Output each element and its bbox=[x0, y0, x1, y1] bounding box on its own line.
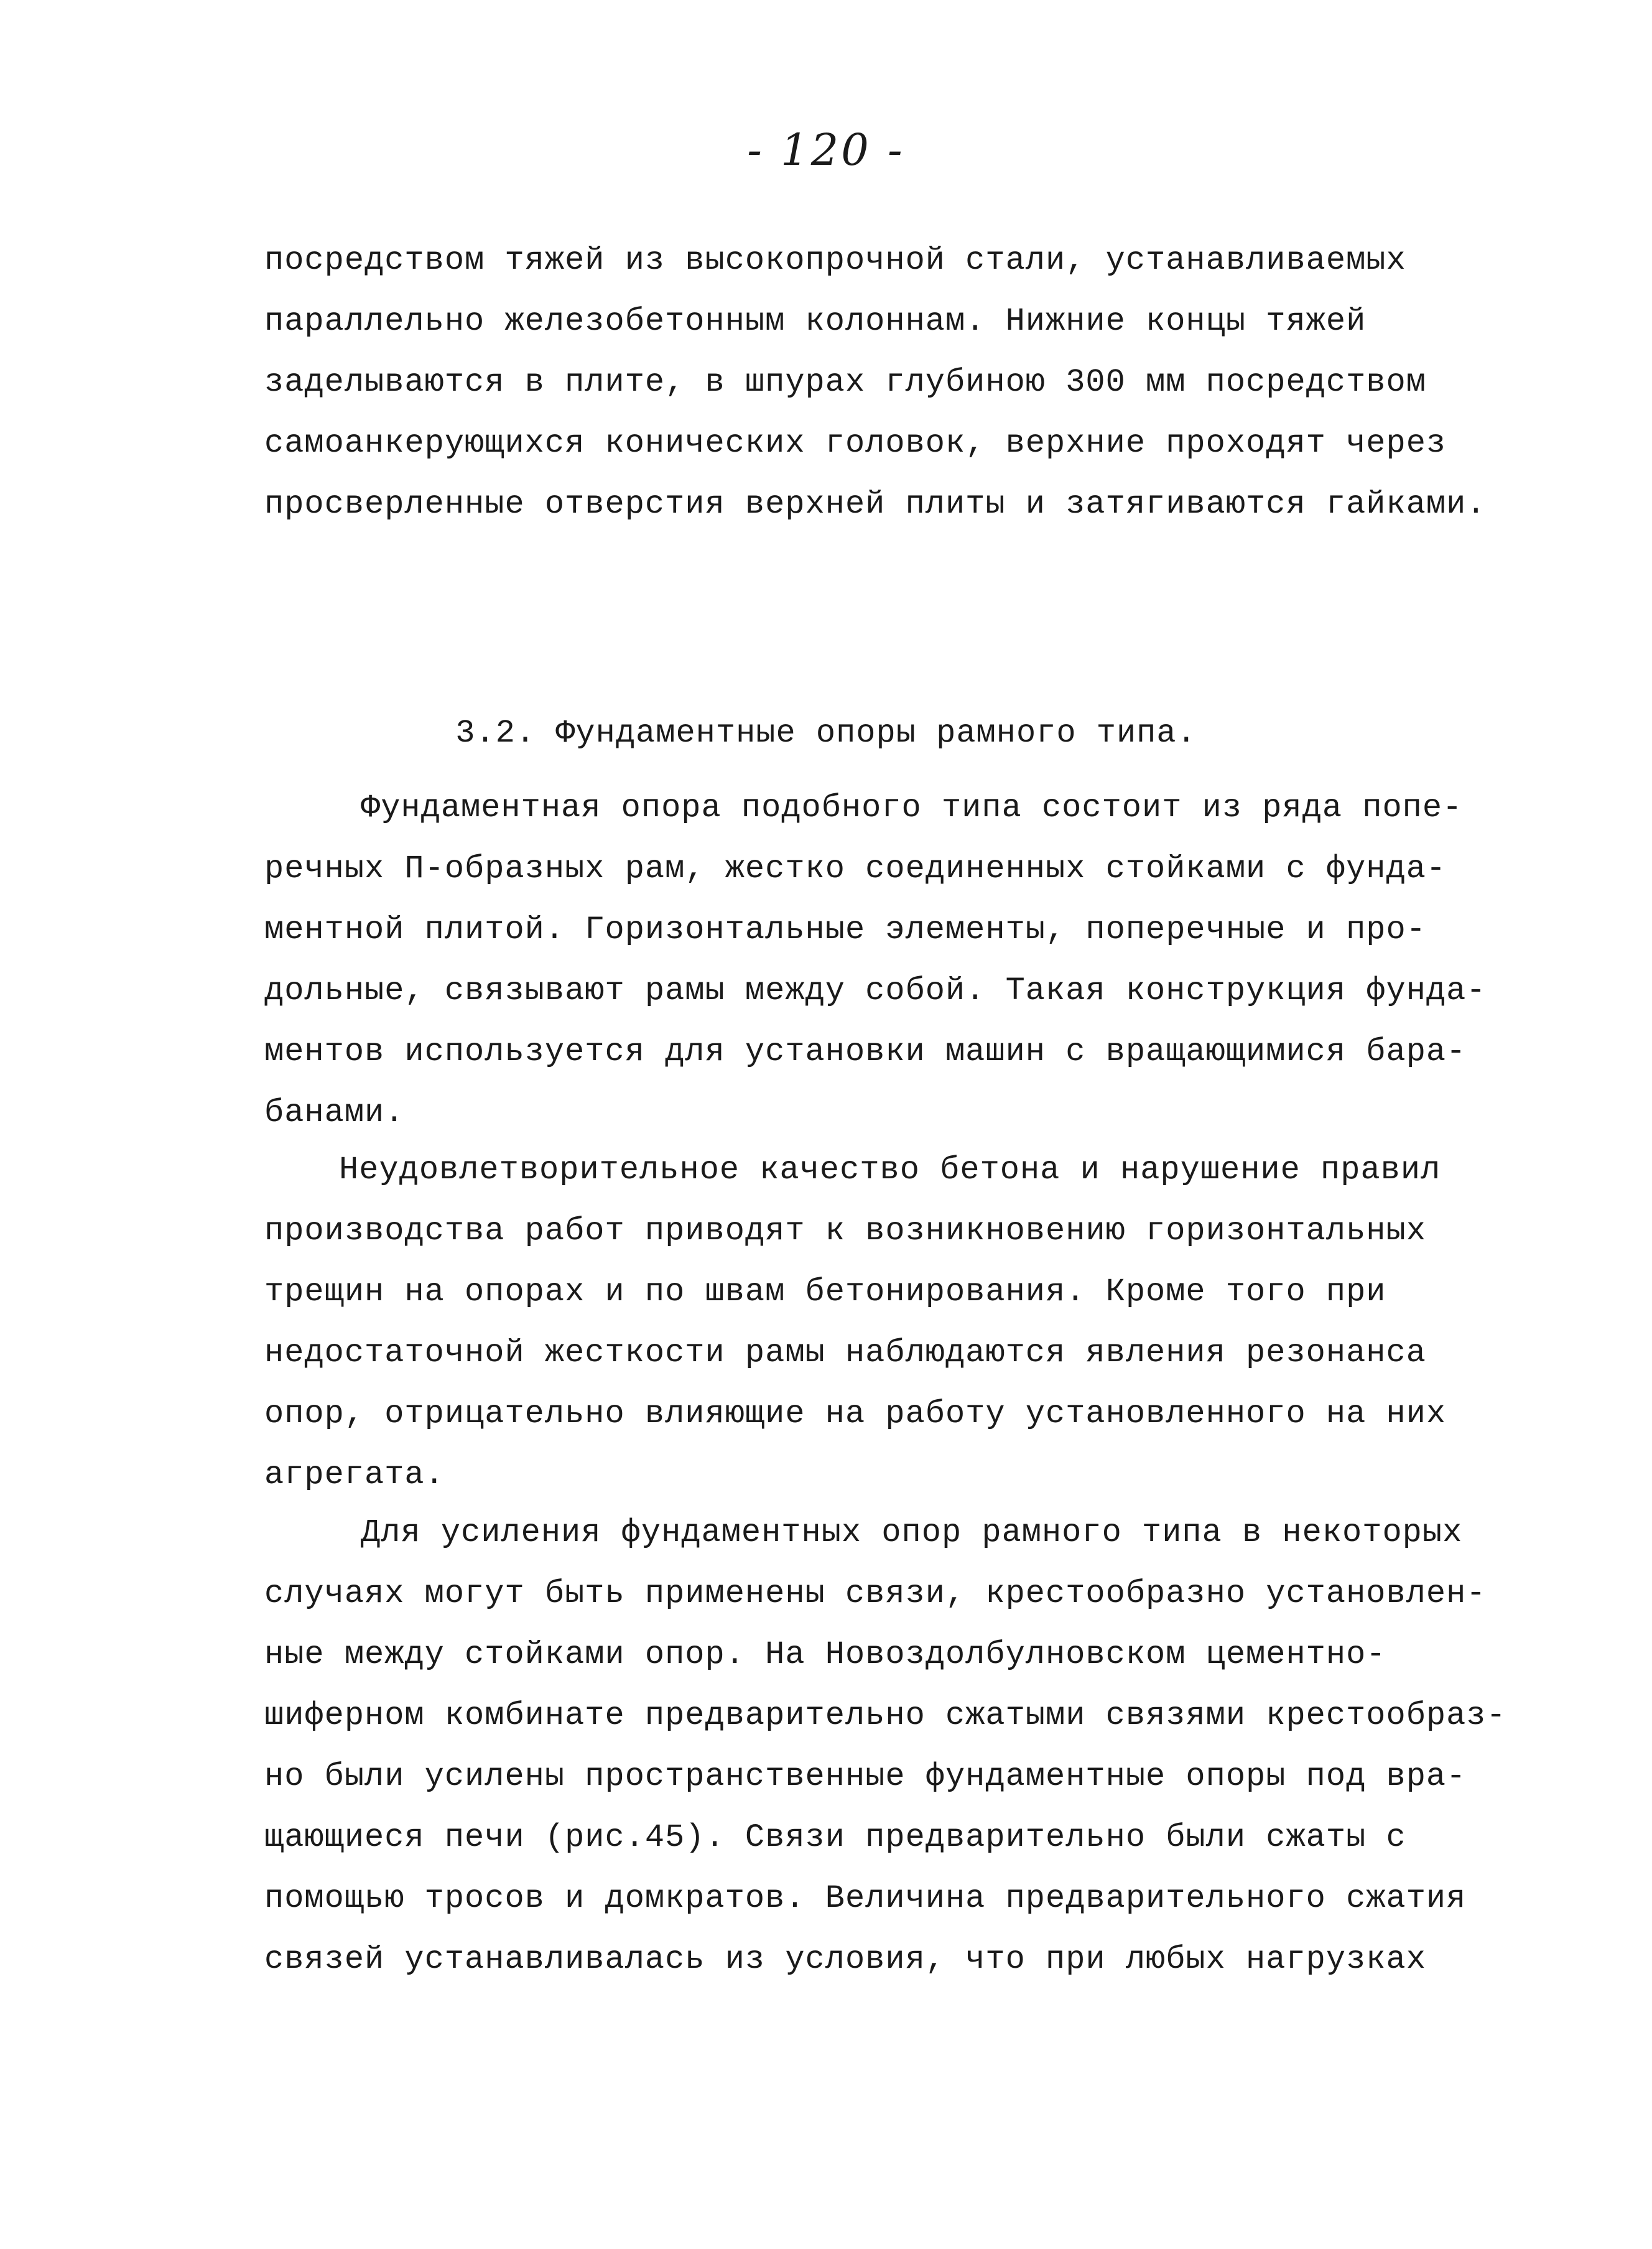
text-line: недостаточной жесткости рамы наблюдаются явления резонанса bbox=[264, 1334, 1426, 1371]
intro-paragraph bbox=[264, 230, 1487, 535]
text-line: просверленные отверстия верхней плиты и затягиваются гайками. bbox=[264, 486, 1487, 523]
text-line: посредством тяжей из высокопрочной стали, устанавливаемых bbox=[264, 242, 1406, 279]
text-line: заделываются в плите, в шпурах глубиною 300 мм посредством bbox=[264, 364, 1426, 401]
text-line: шиферном комбинате предварительно сжатыми связями крестообраз- bbox=[264, 1697, 1506, 1734]
text-line: но были усилены пространственные фундаментные опоры под вра- bbox=[264, 1758, 1467, 1795]
section-heading: 3.2. Фундаментные опоры рамного типа. bbox=[455, 715, 1197, 752]
text-line: помощью тросов и домкратов. Величина предварительного сжатия bbox=[264, 1880, 1467, 1917]
text-line: самоанкерующихся конических головок, верхние проходят через bbox=[264, 425, 1447, 462]
text-line: параллельно железобетонным колоннам. Нижние концы тяжей bbox=[264, 303, 1367, 340]
text-line: Неудовлетворительное качество бетона и нарушение правил bbox=[339, 1152, 1441, 1188]
text-line: речных П-образных рам, жестко соединенных стойками с фунда- bbox=[264, 850, 1447, 887]
paragraph-defects bbox=[264, 1140, 1483, 1506]
text-line: трещин на опорах и по швам бетонирования. Кроме того при bbox=[264, 1274, 1386, 1310]
text-line: Фундаментная опора подобного типа состоит из ряда попе- bbox=[361, 789, 1463, 826]
paragraph-frame-supports bbox=[264, 778, 1487, 1143]
text-line: случаях могут быть применены связи, крестообразно установлен- bbox=[264, 1575, 1487, 1612]
text-line: ные между стойками опор. На Новоздолбулновском цементно- bbox=[264, 1636, 1386, 1673]
text-line: дольные, связывают рамы между собой. Такая конструкция фунда- bbox=[264, 972, 1487, 1009]
text-line: щающиеся печи (рис.45). Связи предварительно были сжаты с bbox=[264, 1819, 1406, 1856]
text-line: ментов используется для установки машин с вращающимися бара- bbox=[264, 1033, 1467, 1070]
text-line: банами. bbox=[264, 1094, 405, 1131]
page-number: - 120 - bbox=[747, 124, 905, 175]
text-line: производства работ приводят к возникновению горизонтальных bbox=[264, 1213, 1426, 1249]
paragraph-strengthening bbox=[264, 1502, 1506, 1990]
text-line: агрегата. bbox=[264, 1456, 445, 1493]
text-line: опор, отрицательно влияющие на работу установленного на них bbox=[264, 1395, 1447, 1432]
text-line: связей устанавливалась из условия, что при любых нагрузках bbox=[264, 1941, 1426, 1978]
text-line: ментной плитой. Горизонтальные элементы, поперечные и про- bbox=[264, 911, 1426, 948]
text-line: Для усиления фундаментных опор рамного типа в некоторых bbox=[361, 1514, 1463, 1551]
